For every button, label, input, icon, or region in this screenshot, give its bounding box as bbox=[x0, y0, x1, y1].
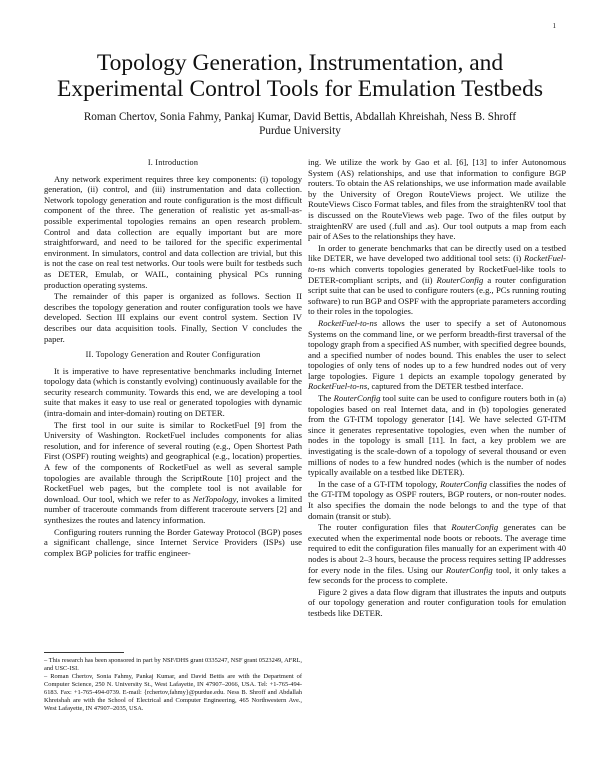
text-run: tool suite can be used to configure routers both in (a) topologies based on real Internet data, and in (b) topologies generated from the GT-ITM topology generator [14]. We have selected GT-ITM since it generates representative topologies, even when the number of nodes in the topology is small [11]. In fact, a key problem we are investigating is the scale-down of a topology of several thousand or even millions of nodes to a few hundred nodes (which is the number of nodes typically available on a testbed like DETER). bbox=[308, 393, 566, 478]
paper-title: Topology Generation, Instrumentation, and Experimental Control Tools for Emulation Testbeds bbox=[56, 50, 543, 102]
italic-term: RocketFuel-to-ns bbox=[308, 253, 566, 274]
italic-term: NetTopology bbox=[192, 493, 237, 504]
italic-term: RouterConfig bbox=[451, 522, 499, 533]
text-run: In the case of a GT-ITM topology, bbox=[318, 478, 441, 489]
right-paragraph-4 bbox=[308, 393, 566, 478]
topology-paragraph-1: It is imperative to have representative benchmarks including Internet topology data (which is constantly evolving) continuously available for the security research community. Towards this end, we are developing a tool suite that makes it easy to use real or generated topologies with dynamic (intra-domain and inter-domain) routing on DETER. bbox=[44, 365, 302, 419]
text-run: tool, it only takes a few seconds for the process to complete. bbox=[308, 564, 566, 586]
text-run: which converts topologies generated by RocketFuel-like tools to DETER-compliant scripts, and (ii) bbox=[308, 263, 566, 285]
right-paragraph-2 bbox=[308, 243, 566, 317]
text-run: The first tool in our suite is similar to RocketFuel [9] from the University of Washington. RocketFuel includes components for alias resolution, and for inference of several routing (e.g., Open Shortest Path First (OSPF) routing weights) and geographical (e.g., location) properties. A few of the components of RocketFuel as well as several sample topologies are available through the ScriptRoute [10] project and the RocketFuel web pages, but the complete tool is not available for download. Our tool, which we refer to as bbox=[44, 419, 302, 504]
text-run: , invokes a limited number of traceroute commands from different traceroute servers [2] and synthesizes the routes and latency information. bbox=[44, 493, 302, 525]
text-run: The bbox=[318, 393, 334, 404]
italic-term: RouterConfig bbox=[333, 393, 381, 404]
page-number: 1 bbox=[552, 22, 556, 30]
italic-term: RocketFuel-to-ns bbox=[318, 317, 378, 328]
text-run: allows the user to specify a set of Autonomous Systems on the command line, or we perform breadth-first traversal of the topology graph from a specified AS number, with specified degree bounds, and a specified number of nodes bound. This enables the user to select topologies of only tens of nodes up to a few hundred nodes out of very large topologies. Figure 1 depicts an example topology generated by bbox=[308, 317, 566, 381]
text-run: generates can be executed when the experimental node boots or reboots. The average time required to edit the configuration files manually for an experiment with 40 nodes is about 2–3 hours, because the process requires setting IP addresses for every node in the files. Using our bbox=[308, 522, 566, 575]
footnotes bbox=[44, 652, 302, 713]
section-heading-introduction: I. Introduction bbox=[147, 158, 199, 167]
footnote-rule bbox=[44, 652, 124, 653]
affiliation: Purdue University bbox=[259, 125, 341, 137]
section-heading-topology: II. Topology Generation and Router Configuration bbox=[85, 350, 261, 360]
intro-paragraph-2: The remainder of this paper is organized as follows. Section II describes the topology generation and router configuration tools we have developed. Section III explains our event control system. Section IV describes our data acquisition tools. Finally, Section V concludes the paper. bbox=[44, 291, 302, 344]
text-run: , captured from the DETER testbed interface. bbox=[367, 381, 524, 392]
right-paragraph-7: Figure 2 gives a data flow digram that illustrates the inputs and outputs of our topology generation and router configuration tools for emulation testbeds like DETER. bbox=[308, 586, 566, 618]
italic-term: RouterConfig bbox=[436, 274, 484, 285]
left-column bbox=[44, 158, 302, 559]
footnote-funding: – This research has been sponsored in part by NSF/DHS grant 0335247, NSF grant 0523249, AFRL, and USC-ISI. bbox=[44, 657, 302, 672]
footnote-affiliations: – Roman Chertov, Sonia Fahmy, Pankaj Kumar, and David Bettis are with the Department of Computer Science, 250 N. University St., West Lafayette, IN 47907–2066, USA. Tel: +1-765-494-6183. Fax: +1-765-494-0739. E-mail: {rchertov,fahmy}@purdue.edu. Ness B. Shroff and Abdallah Khreishah are with the School of Electrical and Computer Engineering, 465 Northwestern Ave., West Lafayette, IN 47907–2035, USA. bbox=[44, 673, 302, 712]
right-column bbox=[308, 157, 566, 620]
author-block bbox=[40, 110, 560, 138]
text-run: In order to generate benchmarks that can be directly used on a testbed like DETER, we have developed two additional tool sets: (i) bbox=[308, 242, 566, 264]
topology-paragraph-3: Configuring routers running the Border Gateway Protocol (BGP) poses a significant challenge, since Internet Service Providers (ISPs) use complex BGP policies for traffic engineer- bbox=[44, 526, 302, 558]
topology-paragraph-2 bbox=[44, 420, 302, 526]
text-run: a router configuration script suite that can be used to configure routers (e.g., PCs running routing software) to run BGP and OSPF with the appropriate parameters according to their roles in the topologies. bbox=[308, 274, 566, 317]
author-list: Roman Chertov, Sonia Fahmy, Pankaj Kumar, David Bettis, Abdallah Khreishah, Ness B. Shroff bbox=[83, 111, 517, 123]
right-paragraph-5 bbox=[308, 479, 566, 521]
intro-paragraph-1: Any network experiment requires three key components: (i) topology generation, (ii) control, and (iii) instrumentation and data collection. Network topology generation and route configuration is the most difficult component of the three. The generation of realistic yet as-small-as-possible experimental topologies remains an open research problem. Control and data collection are equally important but are more straightforward, and need to be tailored for the specific experimental environment. In simulators, control and data collection are trivial, but this is not the case on real test networks. Our tools were built for testbeds such as DETER, Emulab, or WAIL, containing physical PCs running production operating systems. bbox=[44, 173, 302, 290]
text-run: classifies the nodes of the GT-ITM topology as OSPF routers, BGP routers, or non-router nodes. It also specifies the domain the node belongs to and the type of that domain (transit or stub). bbox=[308, 478, 566, 521]
right-paragraph-6 bbox=[308, 522, 566, 586]
text-run: The router configuration files that bbox=[318, 522, 452, 533]
right-paragraph-3 bbox=[308, 318, 566, 392]
italic-term: RouterConfig bbox=[445, 564, 493, 575]
right-paragraph-1: ing. We utilize the work by Gao et al. [6], [13] to infer Autonomous System (AS) relationships, and use that information to configure BGP routers. To obtain the AS relationships, we use information made available by the University of Oregon RouteViews project. We utilize the RouteViews Cisco Format tables, and files from the straightenRV tool that is discussed on the RouteViews web page. Two of the files output by straightenRV are used (.full and .as). Our tool outputs a map from each pair of ASes to the relationships they have. bbox=[308, 157, 566, 242]
italic-term: RocketFuel-to-ns bbox=[308, 381, 368, 392]
italic-term: RouterConfig bbox=[440, 478, 487, 489]
